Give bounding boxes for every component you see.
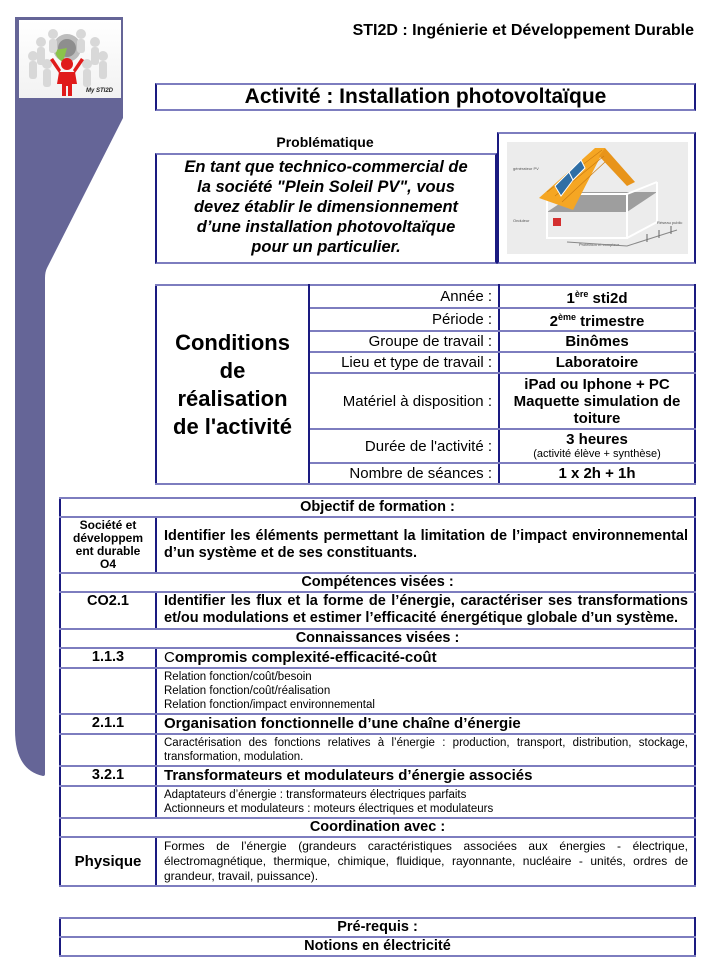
duree-label: Durée de l'activité : <box>309 429 499 463</box>
svg-text:Réseau public: Réseau public <box>657 220 683 225</box>
solar-house-illustration <box>507 142 688 254</box>
lieu-value: Laboratoire <box>499 352 695 373</box>
connaissance-details: Adaptateurs d’énergie : transformateurs électriques parfaits Actionneurs et modulateurs : moteurs électriques et modulateurs <box>156 786 695 818</box>
connaissance-code: 3.2.1 <box>60 766 156 786</box>
activity-title: Activité : Installation photovoltaïque <box>155 83 696 111</box>
lieu-label: Lieu et type de travail : <box>309 352 499 373</box>
coordination-subject: Physique <box>60 837 156 886</box>
problematique-line: devez établir le dimensionnement <box>193 198 459 216</box>
subject-title: STI2D : Ingénierie et Développement Durable <box>352 22 694 39</box>
connaissance-code-empty <box>60 734 156 766</box>
problematique-line: En tant que technico-commercial de <box>184 158 468 176</box>
problematique-line: la société "Plein Soleil PV", vous <box>197 178 455 196</box>
materiel-label: Matériel à disposition : <box>309 373 499 429</box>
competence-text: Identifier les flux et la forme de l’énergie, caractériser ses transformations et/ou modulations et estimer l’efficacité énergétique globale d’un système. <box>156 592 695 629</box>
conditions-title-line: de l'activité <box>173 413 292 439</box>
seances-value: 1 x 2h + 1h <box>499 463 695 484</box>
annee-label: Année : <box>309 285 499 308</box>
conditions-title <box>156 285 309 484</box>
annee-value: 1ère sti2d <box>499 285 695 308</box>
connaissance-title: Compromis complexité-efficacité-coût <box>156 648 695 668</box>
conditions-title-line: de <box>219 357 246 383</box>
pv-installation-image <box>497 132 696 264</box>
problematique-label: Problématique <box>276 134 374 150</box>
connaissance-title: Transformateurs et modulateurs d’énergie associés <box>156 766 695 786</box>
periode-label: Période : <box>309 308 499 331</box>
logo-caption: My STI2D <box>85 88 113 94</box>
svg-text:générateur PV: générateur PV <box>513 166 539 171</box>
connaissance-code-empty <box>60 668 156 714</box>
prerequis-heading: Pré-requis : <box>60 918 695 937</box>
groupe-label: Groupe de travail : <box>309 331 499 352</box>
duree-value: 3 heures (activité élève + synthèse) <box>499 429 695 463</box>
seances-label: Nombre de séances : <box>309 463 499 484</box>
svg-text:Protection et compteur: Protection et compteur <box>579 242 620 247</box>
objectif-code: Société et développem ent durable O4 <box>60 517 156 573</box>
conditions-table <box>155 284 696 485</box>
problematique-text <box>155 153 497 264</box>
prerequis-table <box>59 917 696 957</box>
conditions-title-line: Conditions <box>175 329 290 355</box>
connaissance-code-empty <box>60 786 156 818</box>
connaissance-code: 2.1.1 <box>60 714 156 734</box>
objectives-table <box>59 497 696 887</box>
connaissance-title: Organisation fonctionnelle d’une chaîne d’énergie <box>156 714 695 734</box>
problematique-line: d’une installation photovoltaïque <box>196 218 456 236</box>
prerequis-value: Notions en électricité <box>60 937 695 956</box>
connaissance-details: Relation fonction/coût/besoin Relation fonction/coût/réalisation Relation fonction/impact environnemental <box>156 668 695 714</box>
groupe-value: Binômes <box>499 331 695 352</box>
coordination-text: Formes de l’énergie (grandeurs caractéristiques associées aux énergies - électrique, électromagnétique, thermique, chimique, fluidique, rayonnante, nucléaire - unités, ordres de grandeur, travail, puissance). <box>156 837 695 886</box>
coordination-heading: Coordination avec : <box>60 818 695 837</box>
objectif-heading: Objectif de formation : <box>60 498 695 517</box>
materiel-value: iPad ou Iphone + PC Maquette simulation de toiture <box>499 373 695 429</box>
svg-text:Onduleur: Onduleur <box>513 218 530 223</box>
people-circle-icon <box>19 20 121 98</box>
competences-heading: Compétences visées : <box>60 573 695 592</box>
problematique-line: pour un particulier. <box>251 238 401 256</box>
objectif-text: Identifier les éléments permettant la limitation de l’impact environnemental d’un système et de ses constituants. <box>156 517 695 573</box>
connaissance-code: 1.1.3 <box>60 648 156 668</box>
competence-code: CO2.1 <box>60 592 156 629</box>
periode-value: 2ème trimestre <box>499 308 695 331</box>
conditions-title-line: réalisation <box>177 385 288 411</box>
logo-my-sti2d <box>19 20 121 98</box>
connaissances-heading: Connaissances visées : <box>60 629 695 648</box>
connaissance-details: Caractérisation des fonctions relatives à l’énergie : production, transport, distribution, stockage, transformation, modulation. <box>156 734 695 766</box>
